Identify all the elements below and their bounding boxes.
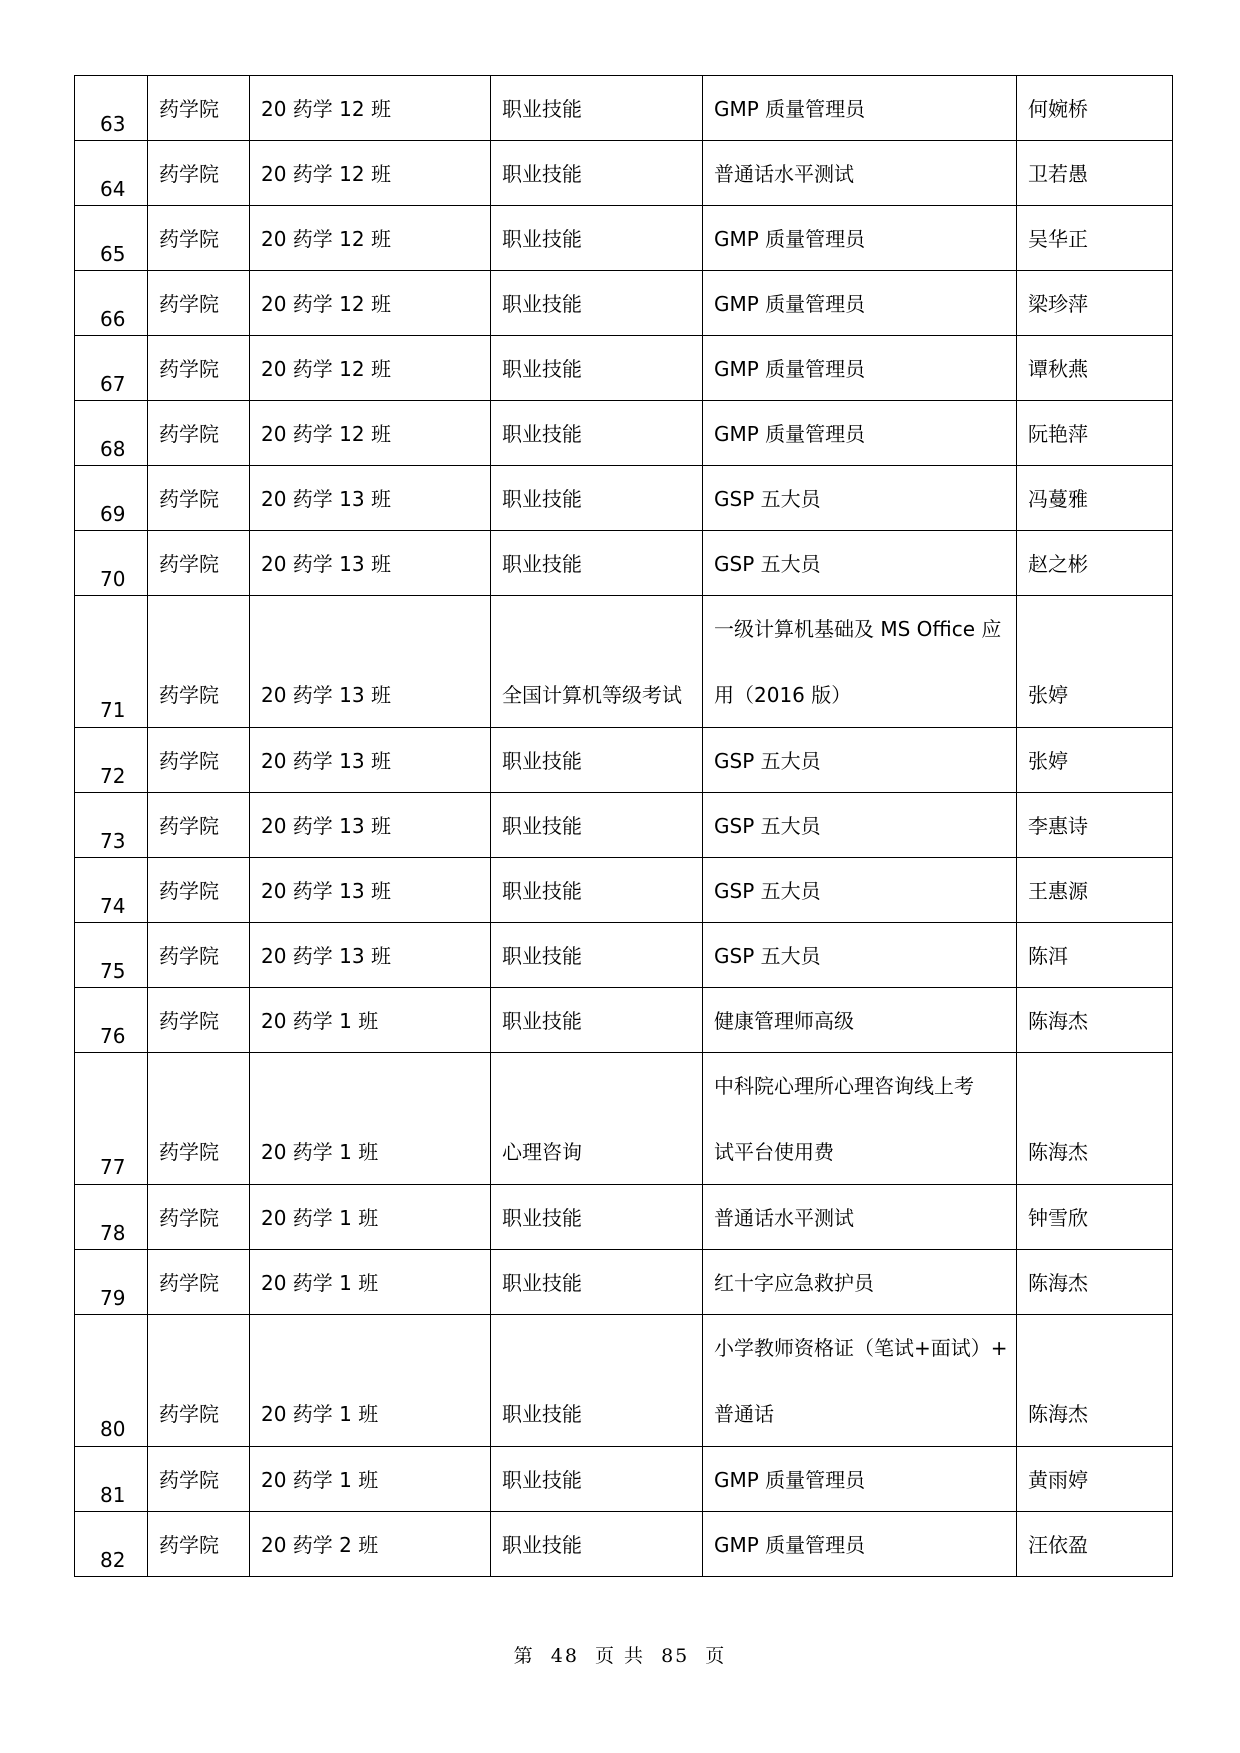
- row-number-cell: [75, 728, 148, 793]
- student-name-text: 冯蔓雅: [1028, 487, 1088, 511]
- certificate-cell: [703, 531, 1017, 596]
- category-cell: [491, 1315, 703, 1447]
- college-text: 药学院: [159, 227, 219, 251]
- category-cell: [491, 271, 703, 336]
- table-row: [75, 401, 1173, 466]
- certificate-cell: [703, 1185, 1017, 1250]
- category-text: 职业技能: [502, 97, 582, 121]
- table-row: [75, 336, 1173, 401]
- college-text: 药学院: [159, 97, 219, 121]
- row-number-cell: [75, 76, 148, 141]
- student-name-text: 王惠源: [1028, 879, 1088, 903]
- college-cell: [148, 1512, 250, 1577]
- college-text: 药学院: [159, 1468, 219, 1492]
- row-number-text: 70: [100, 567, 126, 591]
- class-text: 20 药学 1 班: [261, 1140, 379, 1164]
- table-row: [75, 76, 1173, 141]
- row-number-cell: [75, 1512, 148, 1577]
- table-row: [75, 1053, 1173, 1185]
- college-cell: [148, 206, 250, 271]
- class-text: 20 药学 13 班: [261, 879, 391, 903]
- category-text: 全国计算机等级考试: [502, 683, 682, 707]
- student-name-text: 张婷: [1028, 683, 1068, 707]
- certificate-text-line: 试平台使用费: [714, 1140, 834, 1164]
- category-cell: [491, 206, 703, 271]
- row-number-text: 64: [100, 177, 126, 201]
- student-name-cell: [1017, 141, 1173, 206]
- college-text: 药学院: [159, 487, 219, 511]
- row-number-cell: [75, 271, 148, 336]
- class-cell: [250, 923, 491, 988]
- certificate-text: GSP 五大员: [714, 487, 821, 511]
- row-number-text: 65: [100, 242, 126, 266]
- college-text: 药学院: [159, 1140, 219, 1164]
- category-cell: [491, 923, 703, 988]
- row-number-text: 71: [100, 698, 126, 722]
- certificate-text: GSP 五大员: [714, 944, 821, 968]
- category-text: 职业技能: [502, 1009, 582, 1033]
- class-text: 20 药学 1 班: [261, 1468, 379, 1492]
- table-row: [75, 206, 1173, 271]
- certificate-text: GSP 五大员: [714, 552, 821, 576]
- category-text: 职业技能: [502, 422, 582, 446]
- certificate-text: GMP 质量管理员: [714, 1468, 866, 1492]
- row-number-cell: [75, 401, 148, 466]
- student-name-text: 陈海杰: [1028, 1271, 1088, 1295]
- certificate-cell: [703, 1315, 1017, 1447]
- class-cell: [250, 728, 491, 793]
- category-cell: [491, 728, 703, 793]
- category-text: 心理咨询: [502, 1140, 582, 1164]
- certificate-cell: [703, 596, 1017, 728]
- certificate-cell: [703, 466, 1017, 531]
- certificate-text: GSP 五大员: [714, 879, 821, 903]
- certificate-text: 健康管理师高级: [714, 1009, 854, 1033]
- category-cell: [491, 466, 703, 531]
- certificate-text-line: 普通话: [714, 1402, 774, 1426]
- certificate-cell: [703, 336, 1017, 401]
- college-cell: [148, 1250, 250, 1315]
- certificate-text: GMP 质量管理员: [714, 227, 866, 251]
- class-text: 20 药学 1 班: [261, 1402, 379, 1426]
- class-text: 20 药学 1 班: [261, 1271, 379, 1295]
- college-cell: [148, 466, 250, 531]
- class-text: 20 药学 12 班: [261, 162, 391, 186]
- student-name-cell: [1017, 793, 1173, 858]
- college-cell: [148, 988, 250, 1053]
- student-name-cell: [1017, 1315, 1173, 1447]
- records-table-body: [75, 76, 1173, 1577]
- class-cell: [250, 141, 491, 206]
- class-cell: [250, 271, 491, 336]
- college-text: 药学院: [159, 814, 219, 838]
- footer-total-pages: 85: [661, 1645, 690, 1667]
- class-cell: [250, 466, 491, 531]
- table-row: [75, 923, 1173, 988]
- certificate-text: 普通话水平测试: [714, 162, 854, 186]
- student-name-cell: [1017, 923, 1173, 988]
- row-number-text: 69: [100, 502, 126, 526]
- row-number-text: 81: [100, 1483, 126, 1507]
- row-number-cell: [75, 1185, 148, 1250]
- footer-prefix: 第: [513, 1645, 535, 1667]
- student-name-cell: [1017, 271, 1173, 336]
- row-number-text: 82: [100, 1548, 126, 1572]
- category-text: 职业技能: [502, 1402, 582, 1426]
- category-text: 职业技能: [502, 1533, 582, 1557]
- class-cell: [250, 401, 491, 466]
- student-name-text: 吴华正: [1028, 227, 1088, 251]
- college-cell: [148, 858, 250, 923]
- college-text: 药学院: [159, 1271, 219, 1295]
- footer-mid: 页 共: [594, 1645, 646, 1667]
- certificate-cell: [703, 141, 1017, 206]
- class-text: 20 药学 12 班: [261, 422, 391, 446]
- records-table-wrapper: [74, 75, 1173, 1577]
- certificate-text: 普通话水平测试: [714, 1206, 854, 1230]
- certificate-cell: [703, 1447, 1017, 1512]
- class-text: 20 药学 13 班: [261, 487, 391, 511]
- certificate-cell: [703, 76, 1017, 141]
- row-number-text: 72: [100, 764, 126, 788]
- student-name-cell: [1017, 531, 1173, 596]
- page-footer: [0, 1641, 1240, 1668]
- certificate-cell: [703, 858, 1017, 923]
- row-number-cell: [75, 1315, 148, 1447]
- college-text: 药学院: [159, 552, 219, 576]
- certificate-text: GSP 五大员: [714, 814, 821, 838]
- category-cell: [491, 1053, 703, 1185]
- certificate-text: 红十字应急救护员: [714, 1271, 874, 1295]
- category-cell: [491, 336, 703, 401]
- college-text: 药学院: [159, 1206, 219, 1230]
- student-name-cell: [1017, 466, 1173, 531]
- row-number-cell: [75, 1447, 148, 1512]
- college-text: 药学院: [159, 879, 219, 903]
- student-name-cell: [1017, 336, 1173, 401]
- row-number-cell: [75, 923, 148, 988]
- student-name-cell: [1017, 206, 1173, 271]
- class-cell: [250, 1053, 491, 1185]
- student-name-cell: [1017, 1053, 1173, 1185]
- college-cell: [148, 336, 250, 401]
- row-number-text: 77: [100, 1155, 126, 1179]
- category-cell: [491, 596, 703, 728]
- row-number-text: 78: [100, 1221, 126, 1245]
- row-number-text: 66: [100, 307, 126, 331]
- college-cell: [148, 1447, 250, 1512]
- table-row: [75, 596, 1173, 728]
- row-number-text: 79: [100, 1286, 126, 1310]
- category-text: 职业技能: [502, 292, 582, 316]
- table-row: [75, 1512, 1173, 1577]
- table-row: [75, 1185, 1173, 1250]
- student-name-text: 赵之彬: [1028, 552, 1088, 576]
- college-cell: [148, 596, 250, 728]
- row-number-cell: [75, 206, 148, 271]
- certificate-cell: [703, 401, 1017, 466]
- table-row: [75, 141, 1173, 206]
- row-number-text: 75: [100, 959, 126, 983]
- student-name-cell: [1017, 728, 1173, 793]
- college-text: 药学院: [159, 162, 219, 186]
- row-number-text: 73: [100, 829, 126, 853]
- certificate-text-line: 中科院心理所心理咨询线上考: [714, 1074, 974, 1098]
- student-name-text: 梁珍萍: [1028, 292, 1088, 316]
- college-text: 药学院: [159, 357, 219, 381]
- row-number-text: 80: [100, 1417, 126, 1441]
- category-text: 职业技能: [502, 749, 582, 773]
- row-number-cell: [75, 858, 148, 923]
- college-text: 药学院: [159, 1402, 219, 1426]
- college-cell: [148, 401, 250, 466]
- category-cell: [491, 76, 703, 141]
- class-text: 20 药学 1 班: [261, 1206, 379, 1230]
- category-text: 职业技能: [502, 357, 582, 381]
- student-name-cell: [1017, 988, 1173, 1053]
- class-text: 20 药学 13 班: [261, 552, 391, 576]
- category-cell: [491, 1512, 703, 1577]
- category-text: 职业技能: [502, 879, 582, 903]
- class-text: 20 药学 12 班: [261, 97, 391, 121]
- student-name-cell: [1017, 596, 1173, 728]
- class-cell: [250, 206, 491, 271]
- certificate-text: GSP 五大员: [714, 749, 821, 773]
- class-cell: [250, 531, 491, 596]
- table-row: [75, 271, 1173, 336]
- category-text: 职业技能: [502, 944, 582, 968]
- class-cell: [250, 1512, 491, 1577]
- student-name-text: 陈洱: [1028, 944, 1068, 968]
- student-name-cell: [1017, 1250, 1173, 1315]
- row-number-text: 67: [100, 372, 126, 396]
- certificate-text: GMP 质量管理员: [714, 1533, 866, 1557]
- student-name-text: 谭秋燕: [1028, 357, 1088, 381]
- row-number-cell: [75, 596, 148, 728]
- class-text: 20 药学 2 班: [261, 1533, 379, 1557]
- row-number-cell: [75, 988, 148, 1053]
- row-number-text: 68: [100, 437, 126, 461]
- class-cell: [250, 858, 491, 923]
- class-text: 20 药学 12 班: [261, 292, 391, 316]
- class-cell: [250, 76, 491, 141]
- college-text: 药学院: [159, 1009, 219, 1033]
- category-text: 职业技能: [502, 814, 582, 838]
- class-text: 20 药学 12 班: [261, 227, 391, 251]
- class-text: 20 药学 12 班: [261, 357, 391, 381]
- class-text: 20 药学 1 班: [261, 1009, 379, 1033]
- category-text: 职业技能: [502, 227, 582, 251]
- student-name-text: 汪依盈: [1028, 1533, 1088, 1557]
- certificate-text: GMP 质量管理员: [714, 357, 866, 381]
- student-name-cell: [1017, 401, 1173, 466]
- category-text: 职业技能: [502, 162, 582, 186]
- certificate-text: GMP 质量管理员: [714, 97, 866, 121]
- row-number-cell: [75, 1250, 148, 1315]
- category-cell: [491, 988, 703, 1053]
- student-name-text: 阮艳萍: [1028, 422, 1088, 446]
- class-text: 20 药学 13 班: [261, 683, 391, 707]
- student-name-text: 卫若愚: [1028, 162, 1088, 186]
- class-cell: [250, 988, 491, 1053]
- category-text: 职业技能: [502, 1271, 582, 1295]
- category-cell: [491, 1250, 703, 1315]
- row-number-cell: [75, 1053, 148, 1185]
- student-name-text: 陈海杰: [1028, 1140, 1088, 1164]
- table-row: [75, 858, 1173, 923]
- student-name-cell: [1017, 76, 1173, 141]
- category-text: 职业技能: [502, 1206, 582, 1230]
- college-cell: [148, 1315, 250, 1447]
- certificate-cell: [703, 1053, 1017, 1185]
- class-cell: [250, 1447, 491, 1512]
- class-text: 20 药学 13 班: [261, 814, 391, 838]
- category-cell: [491, 141, 703, 206]
- class-cell: [250, 1250, 491, 1315]
- certificate-text-line: 一级计算机基础及 MS Office 应: [714, 617, 1002, 641]
- row-number-text: 76: [100, 1024, 126, 1048]
- student-name-text: 钟雪欣: [1028, 1206, 1088, 1230]
- category-cell: [491, 531, 703, 596]
- student-name-text: 张婷: [1028, 749, 1068, 773]
- certificate-cell: [703, 1250, 1017, 1315]
- student-name-text: 陈海杰: [1028, 1009, 1088, 1033]
- certificate-text-line: 小学教师资格证（笔试+面试）+: [714, 1336, 1008, 1360]
- category-text: 职业技能: [502, 487, 582, 511]
- table-row: [75, 466, 1173, 531]
- certificate-cell: [703, 988, 1017, 1053]
- college-text: 药学院: [159, 944, 219, 968]
- college-cell: [148, 793, 250, 858]
- student-name-text: 何婉桥: [1028, 97, 1088, 121]
- certificate-text: GMP 质量管理员: [714, 292, 866, 316]
- certificate-cell: [703, 206, 1017, 271]
- class-text: 20 药学 13 班: [261, 944, 391, 968]
- footer-suffix: 页: [705, 1645, 727, 1667]
- row-number-text: 63: [100, 112, 126, 136]
- table-row: [75, 988, 1173, 1053]
- table-row: [75, 1315, 1173, 1447]
- certificate-cell: [703, 1512, 1017, 1577]
- row-number-cell: [75, 141, 148, 206]
- student-name-cell: [1017, 1512, 1173, 1577]
- footer-page-number: 48: [550, 1645, 579, 1667]
- college-cell: [148, 728, 250, 793]
- table-row: [75, 793, 1173, 858]
- college-text: 药学院: [159, 292, 219, 316]
- certificate-cell: [703, 271, 1017, 336]
- table-row: [75, 728, 1173, 793]
- student-name-text: 李惠诗: [1028, 814, 1088, 838]
- table-row: [75, 1447, 1173, 1512]
- student-name-cell: [1017, 1447, 1173, 1512]
- row-number-cell: [75, 336, 148, 401]
- class-cell: [250, 596, 491, 728]
- certificate-cell: [703, 728, 1017, 793]
- category-text: 职业技能: [502, 1468, 582, 1492]
- category-text: 职业技能: [502, 552, 582, 576]
- row-number-cell: [75, 466, 148, 531]
- class-text: 20 药学 13 班: [261, 749, 391, 773]
- class-cell: [250, 1315, 491, 1447]
- college-text: 药学院: [159, 1533, 219, 1557]
- student-name-cell: [1017, 1185, 1173, 1250]
- category-cell: [491, 1447, 703, 1512]
- student-name-text: 黄雨婷: [1028, 1468, 1088, 1492]
- college-cell: [148, 76, 250, 141]
- table-row: [75, 1250, 1173, 1315]
- college-text: 药学院: [159, 683, 219, 707]
- college-cell: [148, 1053, 250, 1185]
- certificate-cell: [703, 923, 1017, 988]
- row-number-cell: [75, 793, 148, 858]
- certificate-cell: [703, 793, 1017, 858]
- certificate-text-line: 用（2016 版）: [714, 683, 852, 707]
- row-number-cell: [75, 531, 148, 596]
- college-cell: [148, 141, 250, 206]
- category-cell: [491, 858, 703, 923]
- college-cell: [148, 923, 250, 988]
- table-row: [75, 531, 1173, 596]
- college-cell: [148, 531, 250, 596]
- college-text: 药学院: [159, 749, 219, 773]
- row-number-text: 74: [100, 894, 126, 918]
- college-text: 药学院: [159, 422, 219, 446]
- student-name-text: 陈海杰: [1028, 1402, 1088, 1426]
- class-cell: [250, 793, 491, 858]
- certificate-text: GMP 质量管理员: [714, 422, 866, 446]
- category-cell: [491, 793, 703, 858]
- college-cell: [148, 1185, 250, 1250]
- category-cell: [491, 401, 703, 466]
- category-cell: [491, 1185, 703, 1250]
- records-table: [74, 75, 1173, 1577]
- class-cell: [250, 336, 491, 401]
- college-cell: [148, 271, 250, 336]
- student-name-cell: [1017, 858, 1173, 923]
- class-cell: [250, 1185, 491, 1250]
